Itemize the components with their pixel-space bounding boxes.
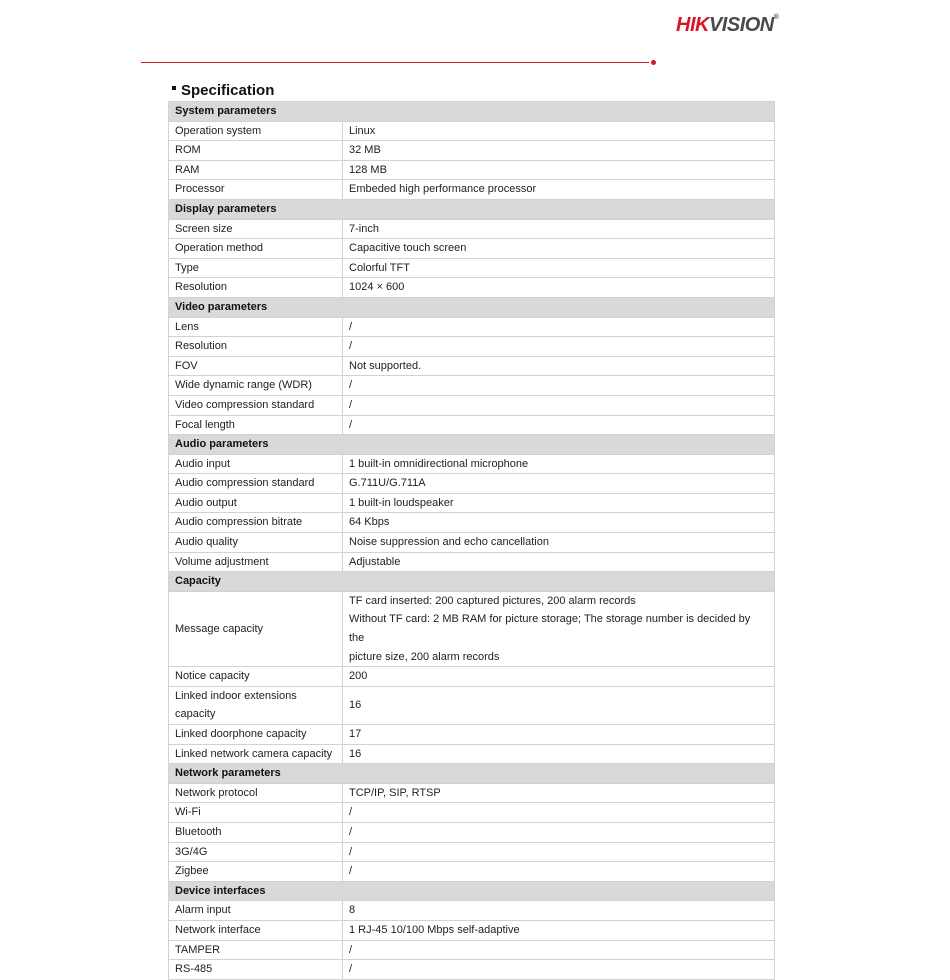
- table-row: [169, 239, 775, 259]
- param-name: Operation system: [169, 121, 343, 141]
- param-name: FOV: [169, 356, 343, 376]
- page-title-text: Specification: [181, 82, 275, 99]
- param-name: 3G/4G: [169, 842, 343, 862]
- param-name: Audio compression bitrate: [169, 513, 343, 533]
- param-value: Colorful TFT: [343, 258, 775, 278]
- section-header-row: [169, 881, 775, 901]
- param-value: 16: [343, 686, 775, 724]
- param-value: 1024 × 600: [343, 278, 775, 298]
- table-row: [169, 862, 775, 882]
- param-value: 32 MB: [343, 141, 775, 161]
- param-value: 200: [343, 667, 775, 687]
- section-header-row: [169, 297, 775, 317]
- cell-line: capacity: [175, 708, 216, 721]
- param-value: 8: [343, 901, 775, 921]
- table-row: [169, 803, 775, 823]
- table-row: [169, 395, 775, 415]
- param-value: /: [343, 415, 775, 435]
- table-row: [169, 317, 775, 337]
- section-title: Device interfaces: [169, 881, 343, 901]
- param-value: Embeded high performance processor: [343, 180, 775, 200]
- table-row: [169, 160, 775, 180]
- param-value: 17: [343, 725, 775, 745]
- table-row: [169, 376, 775, 396]
- section-filler: [343, 881, 775, 901]
- table-row: [169, 667, 775, 687]
- brand-logo: [676, 14, 778, 37]
- table-row: [169, 686, 775, 724]
- param-name: Bluetooth: [169, 822, 343, 842]
- table-row: [169, 141, 775, 161]
- param-value: 128 MB: [343, 160, 775, 180]
- section-title: Capacity: [169, 572, 343, 592]
- brand-logo-hik: HIK: [676, 14, 709, 36]
- param-name: Alarm input: [169, 901, 343, 921]
- param-name: Linked doorphone capacity: [169, 725, 343, 745]
- table-row: [169, 454, 775, 474]
- param-value: Noise suppression and echo cancellation: [343, 533, 775, 553]
- header-rule: [141, 62, 649, 63]
- section-header-row: [169, 199, 775, 219]
- table-row: [169, 552, 775, 572]
- param-name: Processor: [169, 180, 343, 200]
- param-value: Linux: [343, 121, 775, 141]
- section-title: Display parameters: [169, 199, 343, 219]
- param-name: Video compression standard: [169, 395, 343, 415]
- param-name: Message capacity: [169, 591, 343, 666]
- table-row: [169, 783, 775, 803]
- table-row: [169, 822, 775, 842]
- param-value: 1 RJ-45 10/100 Mbps self-adaptive: [343, 920, 775, 940]
- param-value: /: [343, 862, 775, 882]
- param-value: 1 built-in omnidirectional microphone: [343, 454, 775, 474]
- param-name: Resolution: [169, 278, 343, 298]
- section-filler: [343, 764, 775, 784]
- table-row: [169, 278, 775, 298]
- param-name: Operation method: [169, 239, 343, 259]
- param-name: Audio input: [169, 454, 343, 474]
- section-header-row: [169, 764, 775, 784]
- table-row: [169, 920, 775, 940]
- page-title: [172, 82, 274, 99]
- param-value: Adjustable: [343, 552, 775, 572]
- section-title: Network parameters: [169, 764, 343, 784]
- table-row: [169, 901, 775, 921]
- param-name: RS-485: [169, 960, 343, 980]
- param-value: [343, 591, 775, 666]
- param-value: G.711U/G.711A: [343, 474, 775, 494]
- table-row: [169, 842, 775, 862]
- param-value: 64 Kbps: [343, 513, 775, 533]
- table-row: [169, 337, 775, 357]
- param-value: /: [343, 803, 775, 823]
- param-name: [169, 686, 343, 724]
- param-value: /: [343, 337, 775, 357]
- cell-line: TF card inserted: 200 captured pictures, 200 alarm records: [349, 594, 636, 607]
- header-rule-dot: [651, 60, 656, 65]
- table-row: [169, 474, 775, 494]
- param-value: TCP/IP, SIP, RTSP: [343, 783, 775, 803]
- section-filler: [343, 297, 775, 317]
- table-row: [169, 219, 775, 239]
- param-value: /: [343, 395, 775, 415]
- section-filler: [343, 199, 775, 219]
- param-name: Zigbee: [169, 862, 343, 882]
- table-row: [169, 533, 775, 553]
- table-row: [169, 415, 775, 435]
- param-value: 1 built-in loudspeaker: [343, 493, 775, 513]
- section-filler: [343, 572, 775, 592]
- param-name: Wi-Fi: [169, 803, 343, 823]
- cell-line: picture size, 200 alarm records: [349, 650, 500, 663]
- param-value: /: [343, 317, 775, 337]
- param-name: Resolution: [169, 337, 343, 357]
- param-value: /: [343, 940, 775, 960]
- param-value: Not supported.: [343, 356, 775, 376]
- param-name: Audio output: [169, 493, 343, 513]
- section-filler: [343, 102, 775, 122]
- table-row: [169, 513, 775, 533]
- param-name: RAM: [169, 160, 343, 180]
- table-row: [169, 121, 775, 141]
- section-title: Audio parameters: [169, 435, 343, 455]
- spec-table: [168, 101, 775, 980]
- param-value: 7-inch: [343, 219, 775, 239]
- table-row: [169, 356, 775, 376]
- table-row: [169, 258, 775, 278]
- param-name: Type: [169, 258, 343, 278]
- section-header-row: [169, 102, 775, 122]
- param-value: 16: [343, 744, 775, 764]
- param-name: Network protocol: [169, 783, 343, 803]
- section-title: Video parameters: [169, 297, 343, 317]
- bullet-icon: [172, 86, 176, 90]
- param-name: Notice capacity: [169, 667, 343, 687]
- param-name: Audio compression standard: [169, 474, 343, 494]
- cell-line: Linked indoor extensions: [175, 689, 297, 702]
- brand-logo-registered: ®: [773, 14, 779, 21]
- param-value: /: [343, 960, 775, 980]
- table-row: [169, 960, 775, 980]
- section-title: System parameters: [169, 102, 343, 122]
- param-name: Wide dynamic range (WDR): [169, 376, 343, 396]
- param-value: /: [343, 376, 775, 396]
- param-name: Screen size: [169, 219, 343, 239]
- table-row: [169, 591, 775, 666]
- table-row: [169, 493, 775, 513]
- param-name: Network interface: [169, 920, 343, 940]
- param-name: TAMPER: [169, 940, 343, 960]
- param-name: Lens: [169, 317, 343, 337]
- param-name: Volume adjustment: [169, 552, 343, 572]
- param-value: Capacitive touch screen: [343, 239, 775, 259]
- param-value: /: [343, 822, 775, 842]
- table-row: [169, 744, 775, 764]
- brand-logo-vision: VISION: [708, 14, 774, 36]
- table-row: [169, 725, 775, 745]
- param-name: Focal length: [169, 415, 343, 435]
- section-header-row: [169, 435, 775, 455]
- param-name: ROM: [169, 141, 343, 161]
- param-name: Audio quality: [169, 533, 343, 553]
- section-header-row: [169, 572, 775, 592]
- table-row: [169, 180, 775, 200]
- cell-line: Without TF card: 2 MB RAM for picture storage; The storage number is decided by the: [349, 613, 751, 645]
- param-value: /: [343, 842, 775, 862]
- section-filler: [343, 435, 775, 455]
- param-name: Linked network camera capacity: [169, 744, 343, 764]
